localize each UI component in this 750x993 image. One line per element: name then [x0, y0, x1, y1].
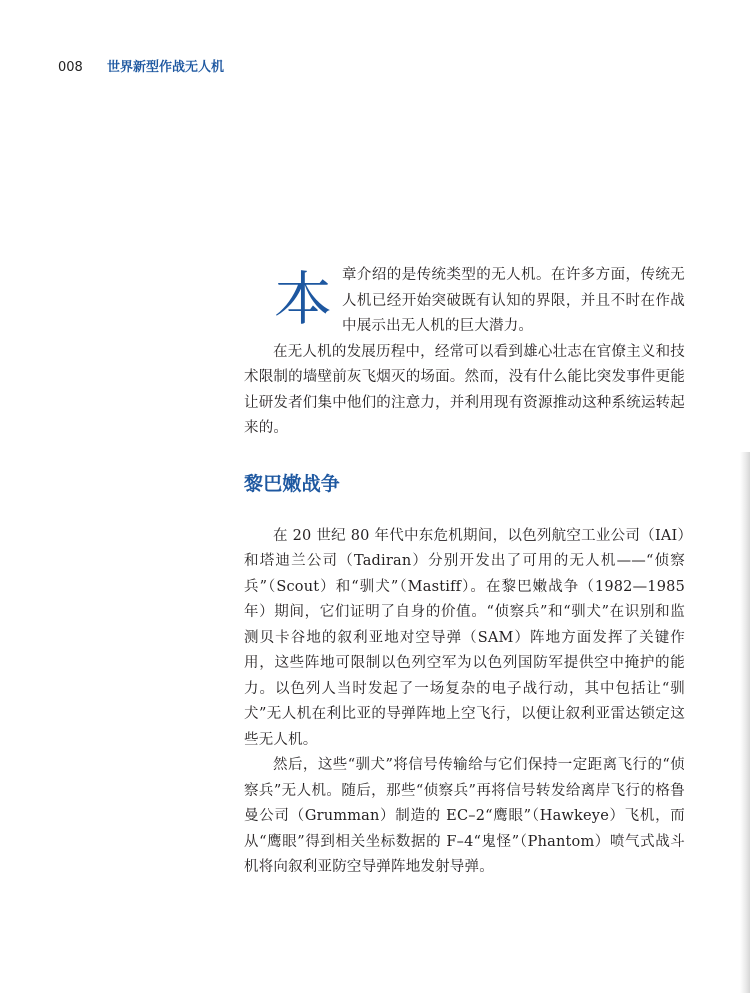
section-paragraph-2: 然后，这些“驯犬”将信号传输给与它们保持一定距离飞行的“侦察兵”无人机。随后，那些“侦察兵”再将信号转发给离岸飞行的格鲁曼公司（Grumman）制造的 EC–2“鹰眼”（Hawkeye）飞机，而从“鹰眼”得到相关坐标数据的 F–4“鬼怪”（Phantom）喷气式战斗机将向叙利亚防空导弹阵地发射导弹。 — [244, 757, 685, 875]
intro-lead — [244, 263, 685, 340]
section-paragraph-1: 在 20 世纪 80 年代中东危机期间，以色列航空工业公司（IAI）和塔迪兰公司（Tadiran）分别开发出了可用的无人机——“侦察兵”（Scout）和“驯犬”（Mastiff）。在黎巴嫩战争（1982—1985 年）期间，它们证明了自身的价值。“侦察兵”和“驯犬”在识别和监测贝卡谷地的叙利亚地对空导弹（SAM）阵地方面发挥了关键作用，这些阵地可限制以色列空军为以色列国防军提供空中掩护的能力。以色列人当时发起了一场复杂的电子战行动，其中包括让“驯犬”无人机在利比亚的导弹阵地上空飞行，以便让叙利亚雷达锁定这些无人机。 — [244, 527, 685, 748]
drop-cap: 本 — [274, 265, 333, 333]
section-heading: 黎巴嫩战争 — [244, 472, 341, 495]
book-title: 世界新型作战无人机 — [106, 60, 224, 75]
intro-lead-text: 章介绍的是传统类型的无人机。在许多方面，传统无人机已经开始突破既有认知的界限，并且不时在作战中展示出无人机的巨大潜力。 — [342, 267, 685, 334]
running-header — [58, 60, 224, 76]
intro-paragraph: 在无人机的发展历程中，经常可以看到雄心壮志在官僚主义和技术限制的墙壁前灰飞烟灭的场面。然而，没有什么能比突发事件更能让研发者们集中他们的注意力，并利用现有资源推动这种系统运转起来的。 — [244, 343, 685, 436]
page-edge-shadow — [740, 452, 750, 993]
page-body — [244, 263, 685, 881]
page-number: 008 — [58, 60, 83, 75]
